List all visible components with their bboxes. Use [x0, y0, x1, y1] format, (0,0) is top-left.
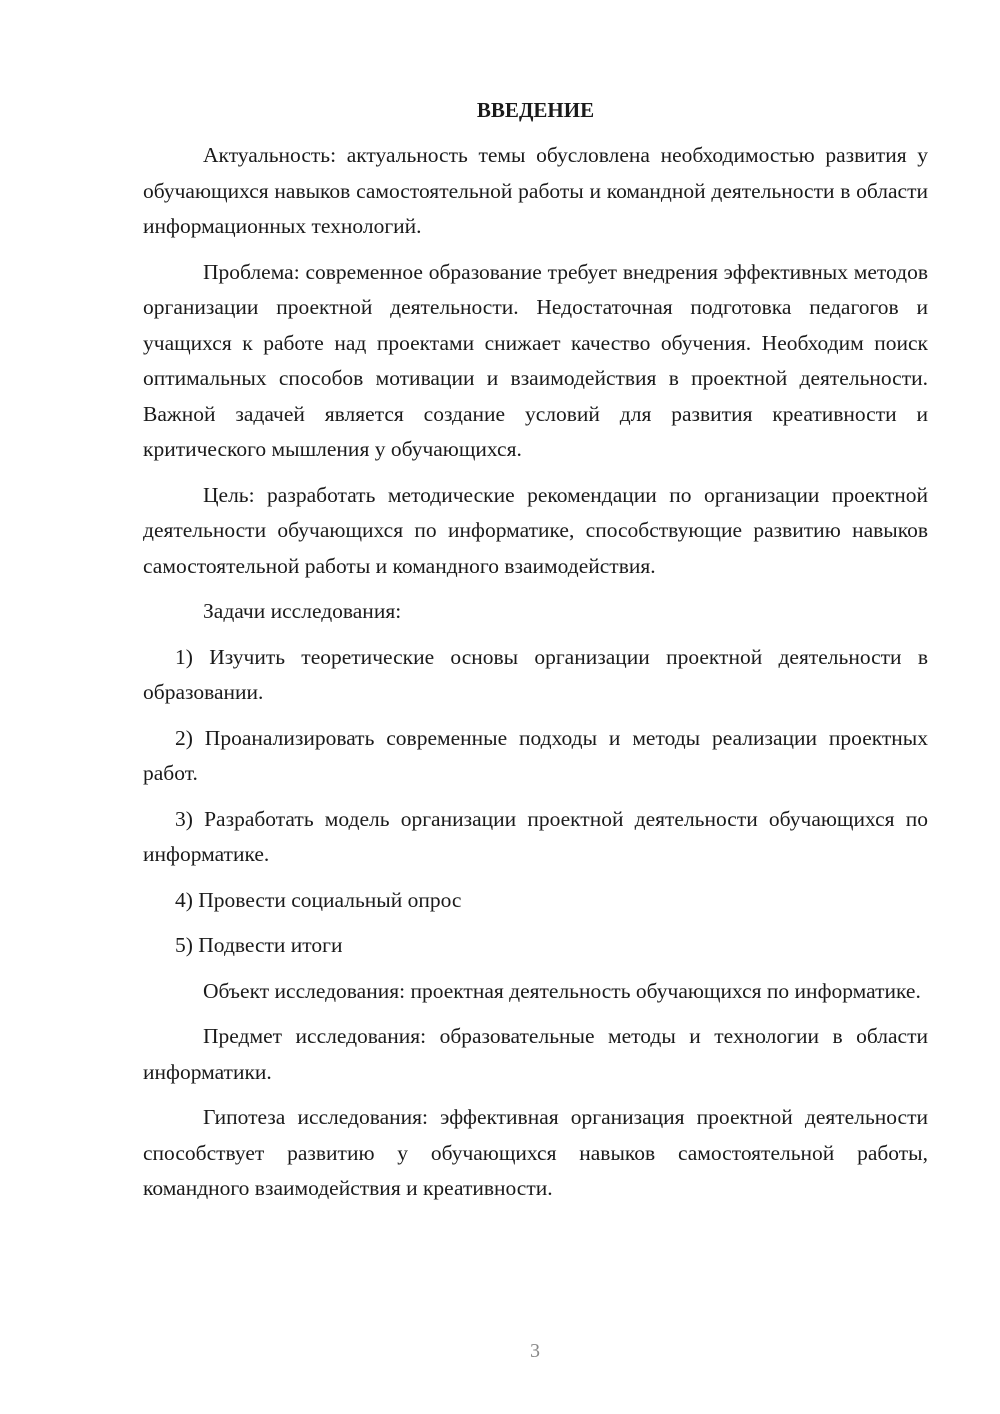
object-paragraph: Объект исследования: проектная деятельность обучающихся по информатике.: [203, 978, 921, 1003]
tasks-label: Задачи исследования:: [203, 599, 402, 623]
hypothesis-paragraph: Гипотеза исследования: эффективная организация проектной деятельности способствует развитию у обучающихся навыков самостоятельной работы, командного взаимодействия и креативности.: [143, 1105, 928, 1200]
page-title: ВВЕДЕНИЕ: [476, 98, 595, 122]
page-content: [143, 93, 928, 1217]
relevance-paragraph: Актуальность: актуальность темы обусловлена необходимостью развития у обучающихся навыков самостоятельной работы и командной деятельности в области информационных технологий.: [143, 143, 928, 238]
task-item-5: 5) Подвести итоги: [175, 933, 343, 957]
task-item-1: 1) Изучить теоретические основы организации проектной деятельности в образовании.: [143, 644, 928, 704]
goal-paragraph: Цель: разработать методические рекомендации по организации проектной деятельности обучающихся по информатике, способствующие развитию навыков самостоятельной работы и командного взаимодействия.: [143, 482, 928, 578]
task-item-3: 3) Разработать модель организации проектной деятельности обучающихся по информатике.: [143, 806, 928, 866]
problem-paragraph: Проблема: современное образование требует внедрения эффективных методов организации проектной деятельности. Недостаточная подготовка педагогов и учащихся к работе над проектами снижает качество обучения. Необходим поиск оптимальных способов мотивации и взаимодействия в проектной деятельности. Важной задачей является создание условий для развития креативности и критического мышления у обучающихся.: [143, 259, 928, 461]
task-item-2: 2) Проанализировать современные подходы и методы реализации проектных работ.: [143, 725, 928, 785]
task-item-4: 4) Провести социальный опрос: [175, 887, 462, 912]
page-number: 3: [530, 1340, 540, 1362]
subject-paragraph: Предмет исследования: образовательные методы и технологии в области информатики.: [143, 1024, 928, 1084]
